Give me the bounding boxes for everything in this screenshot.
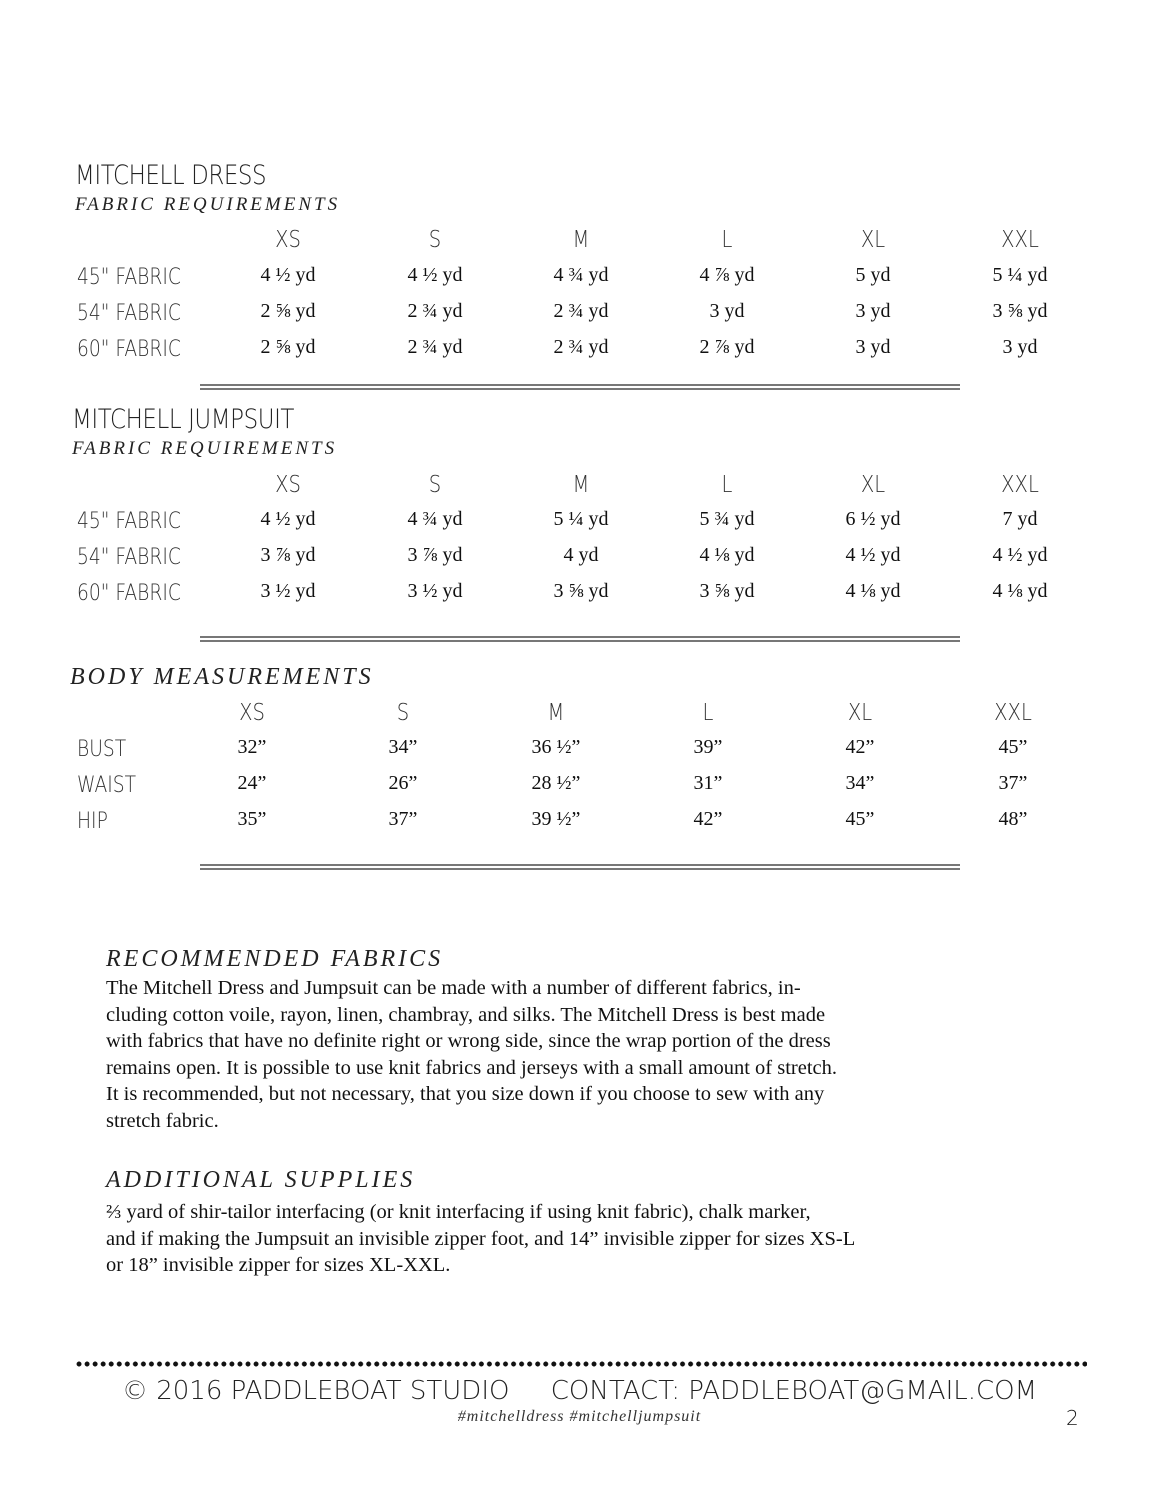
table-cell: 2 ⅝ yd <box>260 336 316 358</box>
row-label: 60" FABRIC <box>77 581 181 606</box>
size-header: M <box>572 227 590 253</box>
row-label: BUST <box>77 737 127 762</box>
size-header: XXL <box>1001 472 1039 498</box>
table-cell: 3 ⅝ yd <box>992 300 1048 322</box>
table-cell: 3 yd <box>855 336 891 358</box>
table-cell: 4 ½ yd <box>260 508 316 530</box>
row-label: 54" FABRIC <box>77 545 181 570</box>
table-cell: 4 ⅛ yd <box>699 544 755 566</box>
jumpsuit-title: MITCHELL JUMPSUIT <box>72 404 295 435</box>
text-line: cluding cotton voile, rayon, linen, chambray, and silks. The Mitchell Dress is best made <box>106 1003 826 1026</box>
row-label: HIP <box>77 809 108 834</box>
text-line: with fabrics that have no definite right or wrong side, since the wrap portion of the dress <box>106 1030 831 1053</box>
table-cell: 3 yd <box>709 300 745 322</box>
size-header: XXL <box>1001 227 1039 253</box>
table-cell: 35” <box>237 808 267 830</box>
size-header: XS <box>275 472 301 498</box>
table-cell: 3 ⅝ yd <box>699 580 755 602</box>
text-line: or 18” invisible zipper for sizes XL-XXL. <box>106 1254 451 1277</box>
divider <box>200 864 960 870</box>
table-cell: 2 ⅞ yd <box>699 336 755 358</box>
table-cell: 2 ¾ yd <box>553 300 609 322</box>
size-header: XL <box>860 472 886 498</box>
table-cell: 32” <box>237 736 267 758</box>
size-header: L <box>721 472 733 498</box>
size-header: S <box>428 472 442 498</box>
size-header: XL <box>847 700 873 726</box>
table-cell: 48” <box>998 808 1028 830</box>
table-cell: 4 ½ yd <box>992 544 1048 566</box>
table-cell: 4 ½ yd <box>260 264 316 286</box>
additional-supplies-text <box>106 1199 855 1279</box>
size-header: S <box>396 700 410 726</box>
table-cell: 7 yd <box>1002 508 1038 530</box>
table-cell: 2 ¾ yd <box>553 336 609 358</box>
row-label: 45" FABRIC <box>77 509 181 534</box>
size-header: M <box>547 700 565 726</box>
table-cell: 5 ¾ yd <box>699 508 755 530</box>
table-cell: 4 ½ yd <box>407 264 463 286</box>
size-header: M <box>572 472 590 498</box>
table-cell: 3 yd <box>1002 336 1038 358</box>
text-line: The Mitchell Dress and Jumpsuit can be made with a number of different fabrics, in- <box>106 977 801 999</box>
table-cell: 28 ½” <box>531 772 581 794</box>
jumpsuit-subtitle: FABRIC REQUIREMENTS <box>72 438 338 459</box>
row-label: 54" FABRIC <box>77 301 181 326</box>
table-cell: 3 ⅝ yd <box>553 580 609 602</box>
table-cell: 26” <box>388 772 418 794</box>
row-label: WAIST <box>77 773 137 798</box>
table-cell: 5 ¼ yd <box>992 264 1048 286</box>
recommended-fabrics-heading: RECOMMENDED FABRICS <box>106 946 444 972</box>
table-cell: 3 yd <box>855 300 891 322</box>
table-cell: 45” <box>998 736 1028 758</box>
text-line: remains open. It is possible to use knit fabrics and jerseys with a small amount of stretch. <box>106 1056 838 1079</box>
table-cell: 5 ¼ yd <box>553 508 609 530</box>
text-line: stretch fabric. <box>106 1109 219 1132</box>
table-cell: 37” <box>998 772 1028 794</box>
table-cell: 4 ½ yd <box>845 544 901 566</box>
table-cell: 5 yd <box>855 264 891 286</box>
dotted-divider <box>75 1360 1087 1368</box>
table-cell: 39” <box>693 736 723 758</box>
table-cell: 4 ⅛ yd <box>992 580 1048 602</box>
table-cell: 2 ¾ yd <box>407 336 463 358</box>
size-header: L <box>702 700 714 726</box>
size-header: XL <box>860 227 886 253</box>
table-cell: 3 ⅞ yd <box>260 544 316 566</box>
body-measurements-heading: BODY MEASUREMENTS <box>70 664 374 690</box>
size-header: S <box>428 227 442 253</box>
table-cell: 24” <box>237 772 267 794</box>
size-header: XS <box>275 227 301 253</box>
table-cell: 4 ¾ yd <box>553 264 609 286</box>
row-label: 45" FABRIC <box>77 265 181 290</box>
text-line: and if making the Jumpsuit an invisible zipper foot, and 14” invisible zipper for sizes XS-L <box>106 1227 856 1250</box>
table-cell: 31” <box>693 772 723 794</box>
table-cell: 3 ½ yd <box>260 580 316 602</box>
table-cell: 34” <box>388 736 418 758</box>
table-cell: 34” <box>845 772 875 794</box>
text-line: It is recommended, but not necessary, that you size down if you choose to sew with any <box>106 1083 825 1106</box>
table-cell: 6 ½ yd <box>845 508 901 530</box>
table-cell: 4 ⅞ yd <box>699 264 755 286</box>
dress-title: MITCHELL DRESS <box>75 160 267 191</box>
page-number: 2 <box>1066 1406 1079 1430</box>
table-cell: 2 ⅝ yd <box>260 300 316 322</box>
divider <box>200 636 960 642</box>
table-cell: 42” <box>845 736 875 758</box>
table-cell: 4 yd <box>563 544 599 566</box>
divider <box>200 384 960 390</box>
footer-hashtags: #mitchelldress #mitchelljumpsuit <box>457 1408 702 1425</box>
text-line: ⅔ yard of shir-tailor interfacing (or knit interfacing if using knit fabric), chalk marker, <box>106 1201 811 1223</box>
additional-supplies-heading: ADDITIONAL SUPPLIES <box>106 1167 416 1193</box>
table-cell: 45” <box>845 808 875 830</box>
table-cell: 36 ½” <box>531 736 581 758</box>
recommended-fabrics-text <box>106 975 837 1135</box>
size-header: L <box>721 227 733 253</box>
table-cell: 4 ⅛ yd <box>845 580 901 602</box>
table-cell: 39 ½” <box>531 808 581 830</box>
table-cell: 37” <box>388 808 418 830</box>
size-header: XS <box>239 700 265 726</box>
table-cell: 3 ½ yd <box>407 580 463 602</box>
size-header: XXL <box>994 700 1032 726</box>
table-cell: 4 ¾ yd <box>407 508 463 530</box>
footer-copyright-contact: © 2016 PADDLEBOAT STUDIO CONTACT: PADDLEBOAT@GMAIL.COM <box>121 1376 1038 1406</box>
table-cell: 3 ⅞ yd <box>407 544 463 566</box>
table-cell: 42” <box>693 808 723 830</box>
table-cell: 2 ¾ yd <box>407 300 463 322</box>
row-label: 60" FABRIC <box>77 337 181 362</box>
dress-subtitle: FABRIC REQUIREMENTS <box>75 194 341 215</box>
